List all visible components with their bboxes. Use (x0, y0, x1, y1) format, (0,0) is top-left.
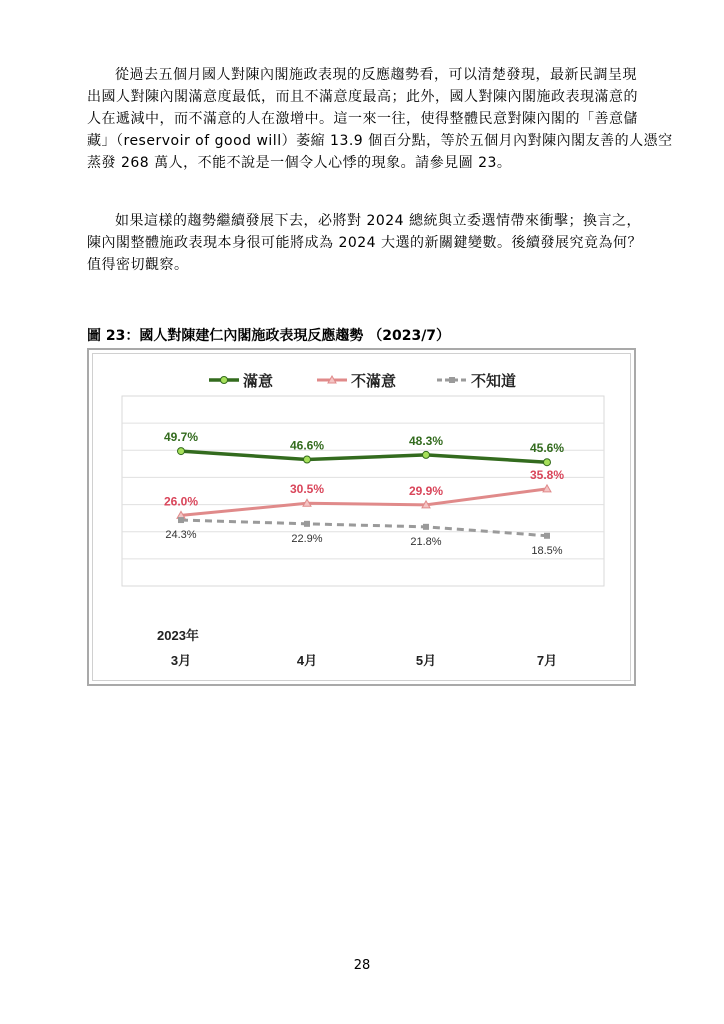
paragraph-line: 陳內閣整體施政表現本身很可能將成為 2024 大選的新關鍵變數。後續發展究竟為何？ (87, 235, 643, 251)
data-label: 45.6% (529, 441, 565, 456)
paragraph-line: 藏」（reservoir of good will）萎縮 13.9 個百分點，等於五個月內對陳內閣友善的人憑空 (87, 133, 673, 149)
legend-label: 滿意 (243, 373, 274, 390)
data-label: 24.3% (165, 529, 197, 542)
data-label: 18.5% (531, 544, 563, 557)
page-number: 28 (353, 958, 371, 973)
data-label: 30.5% (289, 482, 325, 497)
paragraph-line: 出國人對陳內閣滿意度最低，而且不滿意度最高；此外，國人對陳內閣施政表現滿意的 (87, 89, 638, 105)
x-tick-label: 7月 (536, 653, 558, 668)
legend-label: 不滿意 (351, 373, 397, 390)
data-point-satisfied (544, 459, 551, 466)
data-point-unknown (544, 533, 550, 539)
legend-marker (221, 377, 228, 384)
figure-caption: 圖 23：國人對陳建仁內閣施政表現反應趨勢 （2023/7） (87, 328, 451, 344)
paragraph-line: 從過去五個月國人對陳內閣施政表現的反應趨勢看，可以清楚發現，最新民調呈現 (115, 67, 637, 83)
data-label: 48.3% (408, 433, 444, 448)
data-label: 35.8% (529, 467, 565, 482)
legend-marker (449, 377, 455, 383)
paragraph-line: 蒸發 268 萬人，不能不說是一個令人心悸的現象。請參見圖 23。 (87, 155, 512, 171)
data-point-unknown (423, 524, 429, 530)
data-point-satisfied (178, 448, 185, 455)
chart-frame (87, 348, 636, 686)
x-tick-label: 5月 (415, 653, 437, 668)
data-label: 26.0% (163, 494, 199, 509)
legend-label: 不知道 (471, 373, 517, 390)
x-tick-label: 3月 (170, 653, 192, 668)
data-label: 29.9% (408, 483, 444, 498)
data-label: 46.6% (289, 438, 325, 453)
data-point-satisfied (423, 451, 430, 458)
data-point-unknown (178, 517, 184, 523)
paragraph-line: 如果這樣的趨勢繼續發展下去，必將對 2024 總統與立委選情帶來衝擊；換言之， (115, 213, 642, 229)
data-point-satisfied (304, 456, 311, 463)
trend-line-chart (89, 350, 634, 684)
paragraph-1 (87, 64, 673, 174)
paragraph-line: 人在遞減中，而不滿意的人在激增中。這一來一往，使得整體民意對陳內閣的「善意儲 (87, 111, 638, 127)
paragraph-2 (87, 210, 643, 276)
paragraph-line: 值得密切觀察。 (87, 257, 189, 273)
data-point-unknown (304, 521, 310, 527)
data-label: 21.8% (410, 535, 442, 548)
data-label: 49.7% (163, 430, 199, 445)
year-label: 2023年 (157, 628, 199, 643)
x-tick-label: 4月 (296, 653, 318, 668)
data-label: 22.9% (291, 532, 323, 545)
